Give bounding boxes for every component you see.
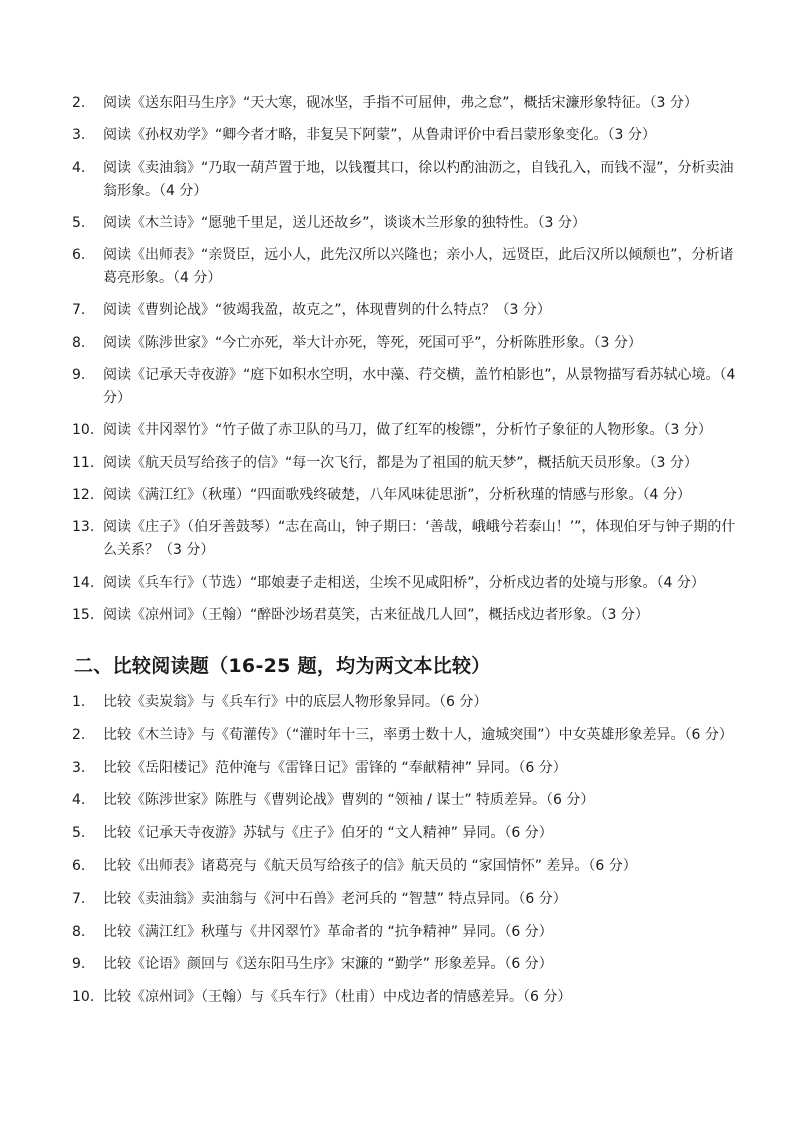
- question-number: 4.: [72, 159, 86, 176]
- question-text: 阅读《卖油翁》“乃取一葫芦置于地，以钱覆其口，徐以杓酌油沥之，自钱孔入，而钱不湿”，分析卖油翁形象。（4 分）: [103, 159, 734, 199]
- question-number: 6.: [72, 857, 86, 874]
- question-text: 比较《卖炭翁》与《兵车行》中的底层人物形象异同。（6 分）: [103, 694, 488, 710]
- question-text: 比较《论语》颜回与《送东阳马生序》宋濂的 “勤学” 形象差异。（6 分）: [103, 956, 553, 973]
- question-number: 9.: [72, 956, 86, 973]
- question-number: 8.: [72, 923, 86, 940]
- comparison-question: [0, 789, 800, 812]
- question-number: 4.: [72, 792, 86, 809]
- question-number: 11.: [72, 454, 95, 471]
- question-number: 15.: [72, 606, 95, 623]
- reading-question: [0, 299, 800, 322]
- reading-question: [0, 484, 800, 507]
- question-text: 阅读《庄子》（伯牙善鼓琴）“志在高山，钟子期曰：‘善哉，峨峨兮若泰山！’”，体现伯牙与钟子期的什么关系？（3 分）: [103, 519, 736, 559]
- comparison-question: [0, 822, 800, 845]
- question-text: 比较《木兰诗》与《荀灌传》（“灌时年十三，率勇士数十人，逾城突围”）中女英雄形象差异。（6 分）: [103, 726, 733, 743]
- question-text: 比较《陈涉世家》陈胜与《曹刿论战》曹刿的 “领袖 / 谋士” 特质差异。（6 分）: [103, 792, 595, 809]
- reading-question: [0, 452, 800, 475]
- reading-question: [0, 419, 800, 442]
- reading-question: [0, 516, 800, 562]
- question-number: 5.: [72, 214, 86, 231]
- question-text: 比较《满江红》秋瑾与《井冈翠竹》革命者的 “抗争精神” 异同。（6 分）: [103, 923, 553, 940]
- question-number: 7.: [72, 302, 86, 319]
- question-text: 阅读《凉州词》（王翰）“醉卧沙场君莫笑，古来征战几人回”，概括戍边者形象。（3 分）: [103, 606, 649, 623]
- section-heading: 二、比较阅读题（16-25 题，均为两文本比较）: [74, 655, 491, 677]
- question-number: 2.: [72, 95, 86, 111]
- question-number: 7.: [72, 890, 86, 907]
- question-number: 5.: [72, 825, 86, 842]
- question-text: 阅读《记承天寺夜游》“庭下如积水空明，水中藻、荇交横，盖竹柏影也”，从景物描写看苏轼心境。（4 分）: [103, 367, 736, 407]
- question-text: 比较《记承天寺夜游》苏轼与《庄子》伯牙的 “文人精神” 异同。（6 分）: [103, 825, 553, 842]
- question-text: 阅读《出师表》“亲贤臣，远小人，此先汉所以兴隆也；亲小人，远贤臣，此后汉所以倾颓也”，分析诸葛亮形象。（4 分）: [103, 247, 734, 287]
- reading-question: [0, 124, 800, 147]
- question-number: 12.: [72, 486, 95, 503]
- reading-question: [0, 244, 800, 290]
- question-number: 1.: [72, 694, 86, 710]
- question-number: 10.: [72, 989, 95, 1006]
- question-text: 阅读《井冈翠竹》“竹子做了赤卫队的马刀，做了红军的梭镖”，分析竹子象征的人物形象。（3 分）: [103, 422, 712, 439]
- reading-question: [0, 212, 800, 235]
- comparison-question: [0, 855, 800, 878]
- question-text: 比较《凉州词》（王翰）与《兵车行》（杜甫）中戍边者的情感差异。（6 分）: [103, 989, 572, 1006]
- reading-question: [0, 332, 800, 355]
- comparison-question: [0, 757, 800, 780]
- question-number: 10.: [72, 422, 95, 439]
- question-number: 13.: [72, 519, 95, 536]
- comparison-question: [0, 691, 800, 714]
- reading-question: [0, 572, 800, 595]
- question-number: 9.: [72, 367, 86, 384]
- question-number: 8.: [72, 334, 86, 351]
- question-text: 阅读《木兰诗》“愿驰千里足，送儿还故乡”，谈谈木兰形象的独特性。（3 分）: [103, 214, 586, 231]
- comparison-question: [0, 986, 800, 1009]
- question-text: 阅读《陈涉世家》“今亡亦死，举大计亦死，等死，死国可乎”，分析陈胜形象。（3 分）: [103, 334, 642, 351]
- question-text: 阅读《送东阳马生序》“天大寒，砚冰坚，手指不可屈伸，弗之怠”，概括宋濂形象特征。（3 分）: [103, 95, 698, 111]
- question-number: 2.: [72, 726, 86, 743]
- question-text: 阅读《曹刿论战》“彼竭我盈，故克之”，体现曹刿的什么特点？（3 分）: [103, 302, 551, 319]
- question-number: 14.: [72, 574, 95, 591]
- question-text: 阅读《兵车行》（节选）“耶娘妻子走相送，尘埃不见咸阳桥”，分析戍边者的处境与形象。（4 分）: [103, 574, 705, 591]
- question-text: 比较《岳阳楼记》范仲淹与《雷锋日记》雷锋的 “奉献精神” 异同。（6 分）: [103, 759, 567, 776]
- comparison-question: [0, 953, 800, 976]
- comparison-question: [0, 921, 800, 944]
- comparison-question: [0, 724, 800, 747]
- question-text: 比较《卖油翁》卖油翁与《河中石兽》老河兵的 “智慧” 特点异同。（6 分）: [103, 890, 567, 907]
- question-number: 3.: [72, 127, 86, 144]
- reading-question: [0, 604, 800, 627]
- question-number: 6.: [72, 247, 86, 264]
- question-text: 阅读《航天员写给孩子的信》“每一次飞行，都是为了祖国的航天梦”，概括航天员形象。（3 分）: [103, 454, 698, 471]
- question-text: 阅读《满江红》（秋瑾）“四面歌残终破楚，八年风味徒思浙”，分析秋瑾的情感与形象。（4 分）: [103, 486, 691, 503]
- reading-question: [0, 364, 800, 410]
- reading-question: [0, 92, 800, 115]
- question-text: 阅读《孙权劝学》“卿今者才略，非复吴下阿蒙”，从鲁肃评价中看吕蒙形象变化。（3 分）: [103, 127, 656, 144]
- reading-questions-list: [0, 92, 800, 636]
- reading-question: [0, 157, 800, 203]
- question-text: 比较《出师表》诸葛亮与《航天员写给孩子的信》航天员的 “家国情怀” 差异。（6 分）: [103, 857, 637, 874]
- comparison-question: [0, 888, 800, 911]
- question-number: 3.: [72, 759, 86, 776]
- comparison-questions-list: [0, 691, 800, 1019]
